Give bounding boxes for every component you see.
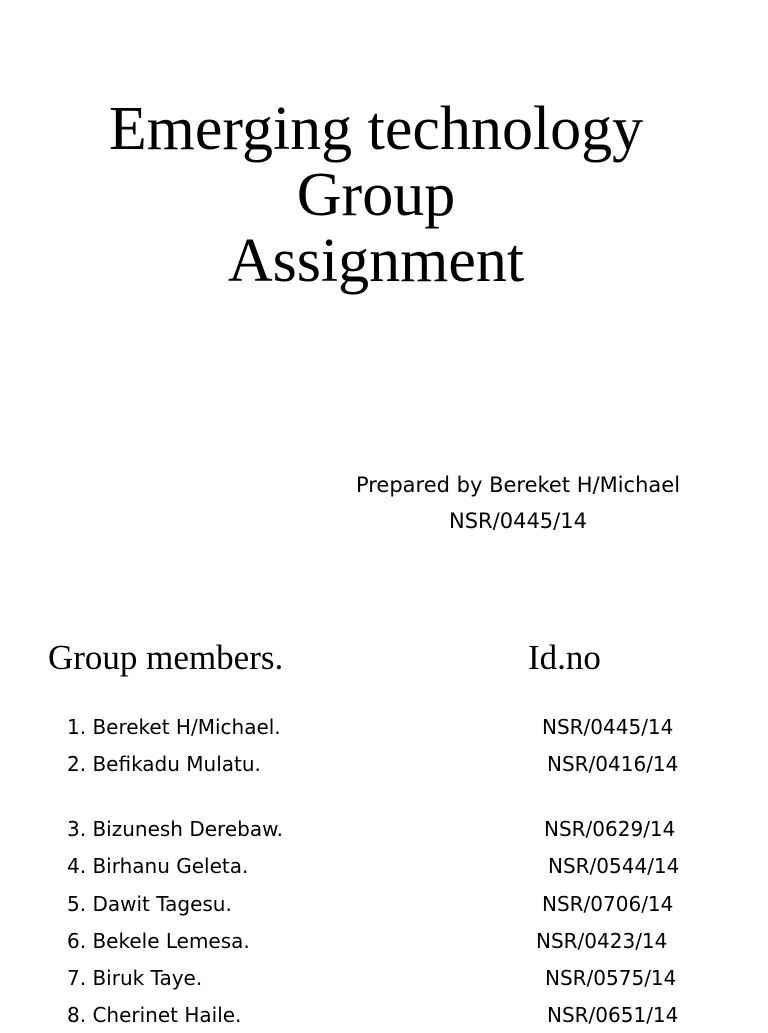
member-id: NSR/0416/14 [547,752,679,776]
list-item [67,848,747,884]
member-id: NSR/0651/14 [547,1003,679,1027]
member-id: NSR/0575/14 [545,966,677,990]
title-line-1: Emerging technology [108,95,644,163]
member-name: 1. Bereket H/Michael. [67,715,281,739]
list-item [67,811,747,847]
member-name: 7. Biruk Taye. [67,966,203,990]
member-id: NSR/0629/14 [544,817,676,841]
list-item [67,886,747,922]
list-item [67,960,747,996]
member-name: 5. Dawit Tagesu. [67,892,232,916]
list-item [67,997,747,1033]
title-line-2: Group [296,161,456,229]
document-title [0,96,752,294]
member-id: NSR/0706/14 [542,892,674,916]
member-name: 4. Birhanu Geleta. [67,854,249,878]
prepared-by-id: NSR/0445/14 [449,509,587,533]
member-name: 2. Befikadu Mulatu. [67,752,261,776]
list-item [67,709,747,745]
member-id: NSR/0544/14 [548,854,680,878]
member-id: NSR/0423/14 [536,929,668,953]
member-id: NSR/0445/14 [542,715,674,739]
list-item [67,923,747,959]
list-item [67,746,747,782]
group-members-heading: Group members. [48,638,284,677]
prepared-by-text: Prepared by Bereket H/Michael [355,473,681,497]
prepared-by-block [318,467,718,539]
member-name: 8. Cherinet Haile. [67,1003,242,1027]
title-line-3: Assignment [227,227,525,295]
member-name: 3. Bizunesh Derebaw. [67,817,283,841]
id-number-heading: Id.no [528,638,601,677]
member-name: 6. Bekele Lemesa. [67,929,250,953]
